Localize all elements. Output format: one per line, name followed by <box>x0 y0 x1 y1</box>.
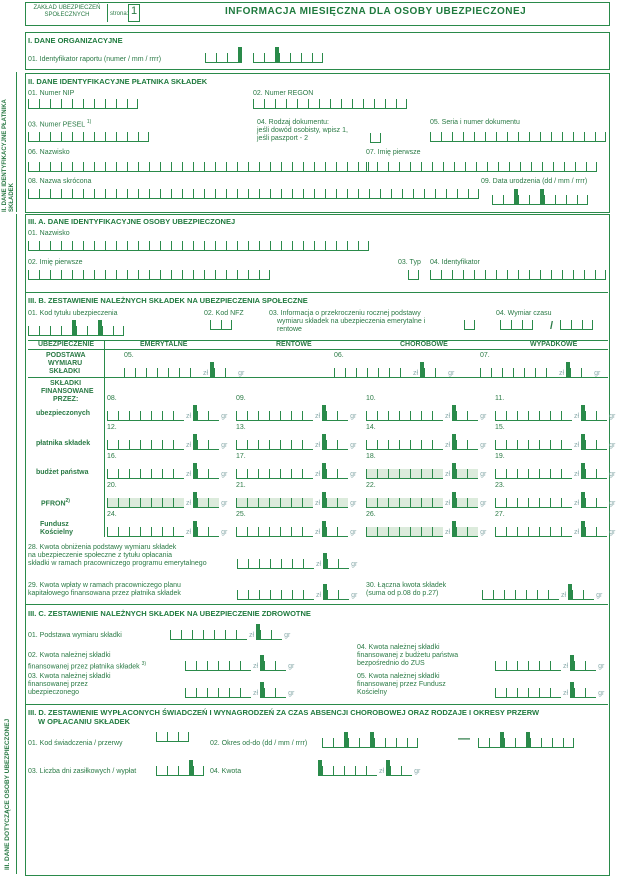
regon-label: 02. Numer REGON <box>253 90 314 97</box>
section-1-title: I. DANE ORGANIZACYJNE <box>28 36 123 45</box>
table-header-line <box>28 349 608 350</box>
row-pfron-label: PFRON$^{2)}$ <box>41 498 70 508</box>
field-23-num: 23. <box>495 482 505 489</box>
health-insured-label-1: 03. Kwota należnej składki <box>28 673 111 680</box>
field-07[interactable]: zł gr <box>480 362 602 378</box>
field-25[interactable]: zł gr <box>236 521 358 537</box>
health-church-label-1: 05. Kwota należnej składki <box>357 673 440 680</box>
report-id-date[interactable] <box>253 47 323 63</box>
doc-number-input[interactable] <box>430 132 606 142</box>
period-to[interactable] <box>478 732 574 748</box>
limit-info-label-2: wymiaru składek na ubezpieczenia emerytalne i <box>277 318 426 325</box>
field-21-num: 21. <box>236 482 246 489</box>
header-org-box <box>27 4 108 22</box>
section-3d-title-2: W OPŁACANIU SKŁADEK <box>38 717 131 726</box>
row-church-label-1: Fundusz <box>40 521 69 528</box>
field-20[interactable]: zł gr <box>107 492 229 508</box>
benefit-code[interactable] <box>156 732 189 742</box>
page-label: strona: <box>110 11 129 17</box>
field-29[interactable]: zł gr <box>237 584 359 600</box>
section-3b-divider <box>25 292 608 293</box>
health-church-label-2: finansowanej przez Fundusz <box>357 681 446 688</box>
first-name-label: 07. Imię pierwsze <box>366 149 421 156</box>
insured-first-name-label: 02. Imię pierwsze <box>28 259 83 266</box>
nfz-code-input[interactable] <box>210 320 232 330</box>
health-insured-label-3: ubezpieczonego <box>28 689 79 696</box>
field-06-num: 06. <box>334 352 344 359</box>
health-budget-label-2: finansowanej z budżetu państwa <box>357 652 459 659</box>
field-27[interactable]: zł gr <box>495 521 617 537</box>
short-name-input[interactable] <box>28 189 479 199</box>
health-insured-label-2: finansowanej przez <box>28 681 88 688</box>
field-24-num: 24. <box>107 511 117 518</box>
field-13[interactable]: zł gr <box>236 434 358 450</box>
field-27-num: 27. <box>495 511 505 518</box>
health-base[interactable]: zł gr <box>170 624 292 640</box>
row-base-label-2: WYMIARU <box>48 360 83 367</box>
identifier-label: 04. Identyfikator <box>430 259 480 266</box>
benefit-amount-label: 04. Kwota <box>210 768 242 775</box>
id-type-label: 03. Typ <box>398 259 421 266</box>
section-3d-divider <box>25 704 608 705</box>
section-3c-divider <box>25 604 608 605</box>
page-number[interactable]: 1 <box>128 4 140 22</box>
col-accident: WYPADKOWE <box>530 341 578 348</box>
period-from[interactable] <box>322 732 418 748</box>
field-22[interactable]: zł gr <box>366 492 488 508</box>
limit-info-label-1: 03. Informacja o przekroczeniu rocznej podstawy <box>269 310 421 317</box>
field-9[interactable]: zł gr <box>236 405 358 421</box>
section-3c-title: III. C. ZESTAWIENIE NALEŻNYCH SKŁADEK NA UBEZPIECZENIE ZDROWOTNE <box>28 609 311 618</box>
field-17-num: 17. <box>236 453 246 460</box>
field-05-num: 05. <box>124 352 134 359</box>
row-church-label-2: Kościelny <box>40 529 74 536</box>
field-26[interactable]: zł gr <box>366 521 488 537</box>
field-10[interactable]: zł gr <box>366 405 488 421</box>
field-11-num: 11. <box>495 395 505 402</box>
title-code-input[interactable] <box>28 320 124 336</box>
health-payer[interactable]: zł gr <box>185 655 296 671</box>
org-name: ZAKŁAD UBEZPIECZEŃ SPOŁECZNYCH <box>33 5 101 18</box>
pfron-footnote: 2) <box>65 498 70 504</box>
period-dash: — <box>458 731 470 745</box>
table-first-col-line <box>104 340 105 537</box>
field-12-num: 12. <box>107 424 117 431</box>
first-name-input[interactable] <box>366 162 597 172</box>
field-8[interactable]: zł gr <box>107 405 229 421</box>
row-payer-label: płatnika składek <box>36 440 91 447</box>
field-18-num: 18. <box>366 453 376 460</box>
col-disability: RENTOWE <box>276 341 312 348</box>
field-19-num: 19. <box>495 453 505 460</box>
insured-first-name-input[interactable] <box>28 270 270 280</box>
field-12[interactable]: zł gr <box>107 434 229 450</box>
field-10-num: 10. <box>366 395 376 402</box>
benefit-days[interactable] <box>156 760 204 776</box>
page-title: INFORMACJA MIESIĘCZNA DLA OSOBY UBEZPIECZONEJ <box>225 6 527 17</box>
field-20-num: 20. <box>107 482 117 489</box>
health-budget-label-3: bezpośrednio do ZUS <box>357 660 425 667</box>
field-22-num: 22. <box>366 482 376 489</box>
field-30-label-2: (suma od p.08 do p.27) <box>366 590 439 597</box>
table-top-line <box>28 340 608 341</box>
field-28[interactable]: zł gr <box>237 553 359 569</box>
col-sickness: CHOROBOWE <box>400 341 448 348</box>
doc-type-input[interactable] <box>370 133 381 143</box>
birth-date-input[interactable] <box>492 189 588 205</box>
field-30-label-1: 30. Łączna kwota składek <box>366 582 447 589</box>
title-code-label: 01. Kod tytułu ubezpieczenia <box>28 310 118 317</box>
health-budget[interactable]: zł gr <box>495 655 606 671</box>
field-15[interactable]: zł gr <box>495 434 617 450</box>
health-payer-label-2: finansowanej przez płatnika składek $^{3)}$ <box>28 661 147 671</box>
col-insurance: UBEZPIECZENIE <box>38 341 95 348</box>
benefit-amount[interactable]: zł gr <box>318 760 422 776</box>
side-label-insured: III. DANE DOTYCZĄCE OSOBY UBEZPIECZONEJ <box>4 718 11 870</box>
field-28-label-1: 28. Kwota obniżenia podstawy wymiaru składek <box>28 544 177 551</box>
health-insured[interactable]: zł gr <box>185 682 296 698</box>
health-base-label: 01. Podstawa wymiaru składki <box>28 632 122 639</box>
report-id-number[interactable] <box>205 47 242 63</box>
field-24[interactable]: zł gr <box>107 521 229 537</box>
field-29-label-2: kapitałowego finansowana przez płatnika składek <box>28 590 181 597</box>
field-28-label-2: na ubezpieczenie społeczne z tytułu opłacania <box>28 552 172 559</box>
field-05[interactable]: zł gr <box>124 362 246 378</box>
nfz-code-label: 02. Kod NFZ <box>204 310 244 317</box>
field-13-num: 13. <box>236 424 246 431</box>
pesel-label: 03. Numer PESEL $^{1)}$ <box>28 119 92 129</box>
row-funded-label-3: PRZEZ: <box>53 396 79 403</box>
limit-info-input[interactable] <box>464 320 475 330</box>
field-28-label-3: składki w ramach pracowniczego programu emerytalnego <box>28 560 207 567</box>
field-14[interactable]: zł gr <box>366 434 488 450</box>
field-23[interactable]: zł gr <box>495 492 617 508</box>
work-time-numerator[interactable] <box>500 320 533 330</box>
field-9-num: 09. <box>236 395 246 402</box>
work-time-denominator[interactable] <box>560 320 593 330</box>
row-funded-label-1: SKŁADKI <box>50 380 82 387</box>
pesel-footnote: 1) <box>86 119 92 125</box>
surname-input[interactable] <box>28 162 369 172</box>
health-payer-footnote: 3) <box>141 661 147 667</box>
field-30[interactable]: zł gr <box>482 584 604 600</box>
id-type-input[interactable] <box>408 270 419 280</box>
field-26-num: 26. <box>366 511 376 518</box>
row-budget-label: budżet państwa <box>36 469 89 476</box>
section-3a-title: III. A. DANE IDENTYFIKACYJNE OSOBY UBEZPIECZONEJ <box>28 217 236 226</box>
surname-label: 06. Nazwisko <box>28 149 70 156</box>
field-18[interactable]: zł gr <box>366 463 488 479</box>
field-17[interactable]: zł gr <box>236 463 358 479</box>
health-budget-label-1: 04. Kwota należnej składki <box>357 644 440 651</box>
field-25-num: 25. <box>236 511 246 518</box>
field-21[interactable]: zł gr <box>236 492 358 508</box>
field-8-num: 08. <box>107 395 117 402</box>
short-name-label: 08. Nazwa skrócona <box>28 178 92 185</box>
report-id-label: 01. Identyfikator raportu (numer / mm / rrrr) <box>28 56 162 63</box>
row-base-label-3: SKŁADKI <box>49 368 81 375</box>
row-base-label-1: PODSTAWA <box>46 352 86 359</box>
doc-number-label: 05. Seria i numer dokumentu <box>430 119 520 126</box>
field-07-num: 07. <box>480 352 490 359</box>
doc-type-label-3: jeśli paszport - 2 <box>257 135 308 142</box>
identifier-input[interactable] <box>430 270 606 280</box>
nip-input[interactable] <box>28 99 138 109</box>
work-time-slash: / <box>550 320 554 332</box>
work-time-label: 04. Wymiar czasu <box>496 310 552 317</box>
section-3b-title: III. B. ZESTAWIENIE NALEŻNYCH SKŁADEK NA UBEZPIECZENIA SPOŁECZNE <box>28 296 308 305</box>
benefit-code-label: 01. Kod świadczenia / przerwy <box>28 740 123 747</box>
side-line-2 <box>16 72 17 212</box>
row-insured-label: ubezpieczonych <box>36 410 91 417</box>
birth-date-label: 09. Data urodzenia (dd / mm / rrrr) <box>481 178 588 185</box>
col-pension: EMERYTALNE <box>140 341 188 348</box>
field-11[interactable]: zł gr <box>495 405 617 421</box>
insured-surname-input[interactable] <box>28 241 369 251</box>
nip-label: 01. Numer NIP <box>28 90 75 97</box>
limit-info-label-3: rentowe <box>277 326 302 333</box>
field-16-num: 16. <box>107 453 117 460</box>
pesel-input[interactable] <box>28 132 149 142</box>
benefit-days-label: 03. Liczba dni zasiłkowych / wypłat <box>28 768 137 775</box>
row-funded-label-2: FINANSOWANE <box>41 388 94 395</box>
field-15-num: 15. <box>495 424 505 431</box>
field-29-label-1: 29. Kwota wpłaty w ramach pracowniczego planu <box>28 582 181 589</box>
health-payer-label-1: 02. Kwota należnej składki <box>28 652 111 659</box>
field-19[interactable]: zł gr <box>495 463 617 479</box>
health-church[interactable]: zł gr <box>495 682 606 698</box>
field-06[interactable]: zł gr <box>334 362 456 378</box>
section-3d-title-1: III. D. ZESTAWIENIE WYPŁACONYCH ŚWIADCZEŃ I WYNAGRODZEŃ ZA CZAS ABSENCJI CHOROBOWEJ ORAZ RODZAJE I OKRESY PRZERW <box>28 708 540 717</box>
insured-surname-label: 01. Nazwisko <box>28 230 70 237</box>
period-label: 02. Okres od-do (dd / mm / rrrr) <box>210 740 308 747</box>
regon-input[interactable] <box>253 99 407 109</box>
section-2-title: II. DANE IDENTYFIKACYJNE PŁATNIKA SKŁADEK <box>28 77 208 86</box>
doc-type-label-1: 04. Rodzaj dokumentu: <box>257 119 329 126</box>
field-16[interactable]: zł gr <box>107 463 229 479</box>
field-14-num: 14. <box>366 424 376 431</box>
doc-type-label-2: jeśli dowód osobisty, wpisz 1, <box>257 127 348 134</box>
side-label-payer: II. DANE IDENTYFIKACYJNE PŁATNIKA SKŁADEK <box>2 99 15 212</box>
health-church-label-3: Kościelny <box>357 689 387 696</box>
side-line-3 <box>16 214 17 874</box>
